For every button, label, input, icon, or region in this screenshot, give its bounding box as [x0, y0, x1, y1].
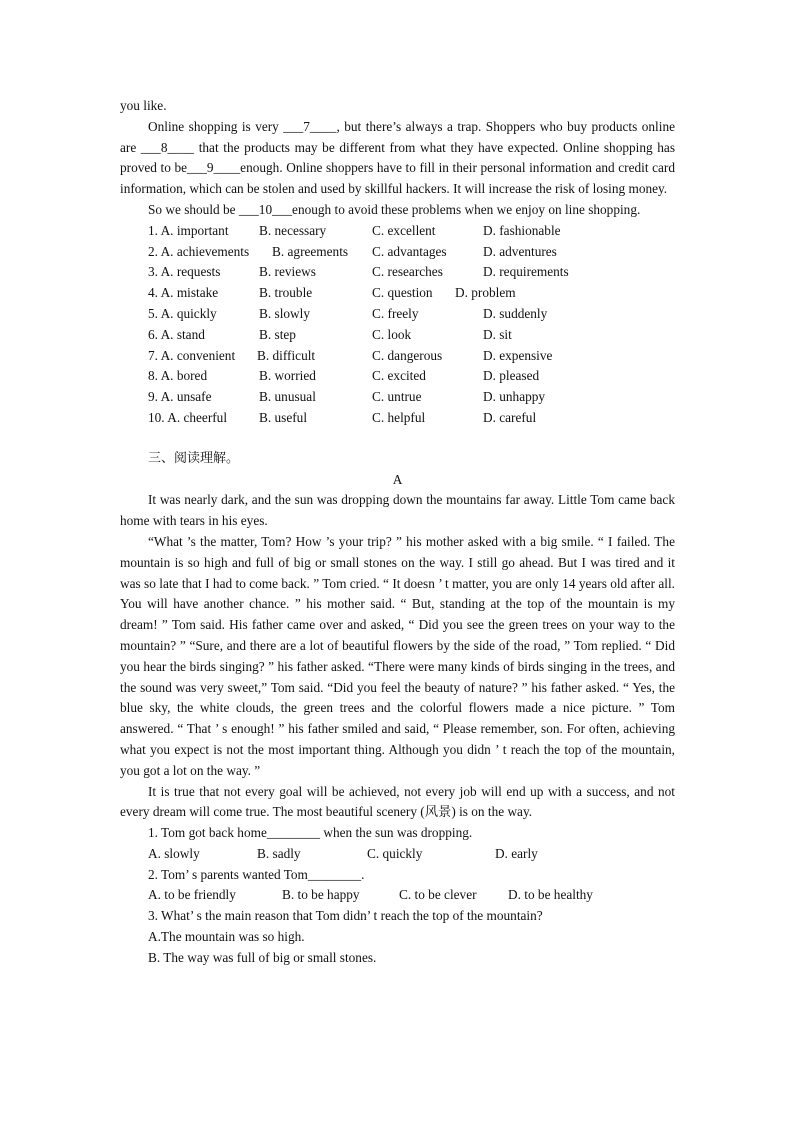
cloze-line-top: you like.: [120, 98, 167, 113]
option-a: 3. A. requests: [148, 264, 221, 280]
option-c: C. to be clever: [399, 887, 477, 903]
option-d: D. fashionable: [483, 222, 561, 238]
cloze-options: [148, 221, 675, 429]
option-b: B. necessary: [259, 222, 327, 238]
option-a: 4. A. mistake: [148, 285, 219, 301]
option-d: D. to be healthy: [508, 887, 593, 903]
option-d: D. requirements: [483, 264, 569, 280]
question-options: [148, 885, 675, 906]
question-stem: 2. Tom’ s parents wanted Tom________.: [148, 866, 365, 882]
option-b: B. reviews: [259, 264, 316, 280]
option-d: D. unhappy: [483, 389, 546, 405]
question-options: [148, 844, 675, 865]
option-b: B. difficult: [257, 347, 316, 363]
question-stem: 3. What’ s the main reason that Tom didn’ t reach the top of the mountain?: [148, 908, 543, 924]
cloze-option-row: [148, 366, 675, 387]
cloze-option-row: [148, 283, 675, 304]
option-c: C. dangerous: [372, 347, 443, 363]
option-b: B. trouble: [259, 285, 313, 301]
option-a: A. slowly: [148, 845, 200, 861]
option-c: C. untrue: [372, 389, 422, 405]
option-d: D. careful: [483, 409, 537, 425]
worksheet-page: [120, 96, 675, 969]
option-d: D. sit: [483, 326, 512, 342]
option-d: D. expensive: [483, 347, 553, 363]
section-heading: 三、阅读理解。: [148, 450, 240, 466]
option-d: D. problem: [455, 285, 516, 301]
cloze-option-row: [148, 304, 675, 325]
option-a: A. to be friendly: [148, 887, 236, 903]
option-b: B. worried: [259, 368, 316, 384]
cloze-option-row: [148, 325, 675, 346]
option-a: 9. A. unsafe: [148, 389, 212, 405]
option-a: 1. A. important: [148, 222, 229, 238]
cloze-option-row: [148, 346, 675, 367]
option-b: B. to be happy: [282, 887, 360, 903]
option-c: C. advantages: [372, 243, 447, 259]
option-a: 10. A. cheerful: [148, 409, 228, 425]
option-b: B. useful: [259, 409, 308, 425]
passage-paragraph-2: “What ’s the matter, Tom? How ’s your trip? ” his mother asked with a big smile. “ I failed. The mountain is so high and full of big or small stones on the way. I still go ahead. But I was tired and it was so late that I had to come back. ” Tom cried. “ It doesn ’ t matter, you are only 14 years old after all. You will have another chance. ” his mother said. “ But, standing at the top of the mountain is my dream! ” Tom said. His father came over and asked, “ Did you see the green trees on your way to the mountain? ” “Sure, and there are a lot of beautiful flowers by the side of the road, ” Tom replied. “ Did you hear the birds singing? ” his father asked. “There were many kinds of birds singing in the trees, and the sound was very sweet,” Tom said. “Did you feel the beauty of nature? ” his father asked. “ Yes, the blue sky, the white clouds, the green trees and the colorful flowers made a nice picture. ” Tom answered. “ That ’ s enough! ” his father smiled and said, “ Please remember, son. For often, achieving what you expect is not the most important thing. Although you didn ’ t reach the top of the mountain, you got a lot on the way. ”: [120, 533, 675, 778]
option-d: D. adventures: [483, 243, 557, 259]
option-a: 5. A. quickly: [148, 305, 217, 321]
option-c: C. freely: [372, 305, 419, 321]
option-a: 7. A. convenient: [148, 347, 236, 363]
passage-paragraph-3: It is true that not every goal will be achieved, not every job will end up with a success, and not every dream will come true. The most beautiful scenery (风景) is on the way.: [120, 783, 675, 820]
option-b: B. sadly: [257, 845, 301, 861]
question-option-line: A.The mountain was so high.: [148, 929, 305, 945]
question-stem: 1. Tom got back home________ when the sun was dropping.: [148, 825, 473, 841]
cloze-option-row: [148, 221, 675, 242]
passage-label: A: [392, 471, 403, 487]
option-c: C. quickly: [367, 845, 423, 861]
cloze-paragraph-2: So we should be ___10___enough to avoid these problems when we enjoy on line shopping.: [148, 201, 641, 217]
option-a: 8. A. bored: [148, 368, 208, 384]
cloze-paragraph-1: Online shopping is very ___7____, but there’s always a trap. Shoppers who buy products online are ___8____ that the products may be different from what they have expected. Online shopping has proved to be___9____enough. Online shoppers have to fill in their personal information and credit card information, which can be stolen and used by skillful hackers. It will increase the risk of losing money.: [120, 118, 675, 197]
cloze-option-row: [148, 387, 675, 408]
option-a: 6. A. stand: [148, 326, 205, 342]
option-b: B. unusual: [259, 389, 316, 405]
option-b: B. slowly: [259, 305, 310, 321]
option-b: B. agreements: [272, 243, 349, 259]
option-d: D. pleased: [483, 368, 540, 384]
passage-paragraph-1: It was nearly dark, and the sun was dropping down the mountains far away. Little Tom came back home with tears in his eyes.: [120, 492, 675, 529]
cloze-option-row: [148, 408, 675, 429]
question-option-line: B. The way was full of big or small stones.: [148, 949, 377, 965]
option-d: D. suddenly: [483, 305, 548, 321]
option-a: 2. A. achievements: [148, 243, 250, 259]
option-c: C. excellent: [372, 222, 436, 238]
cloze-option-row: [148, 262, 675, 283]
cloze-option-row: [148, 242, 675, 263]
option-b: B. step: [259, 326, 296, 342]
option-c: C. researches: [372, 264, 443, 280]
option-c: C. question: [372, 285, 433, 301]
option-c: C. helpful: [372, 409, 426, 425]
option-c: C. excited: [372, 368, 426, 384]
option-c: C. look: [372, 326, 412, 342]
option-d: D. early: [495, 845, 538, 861]
